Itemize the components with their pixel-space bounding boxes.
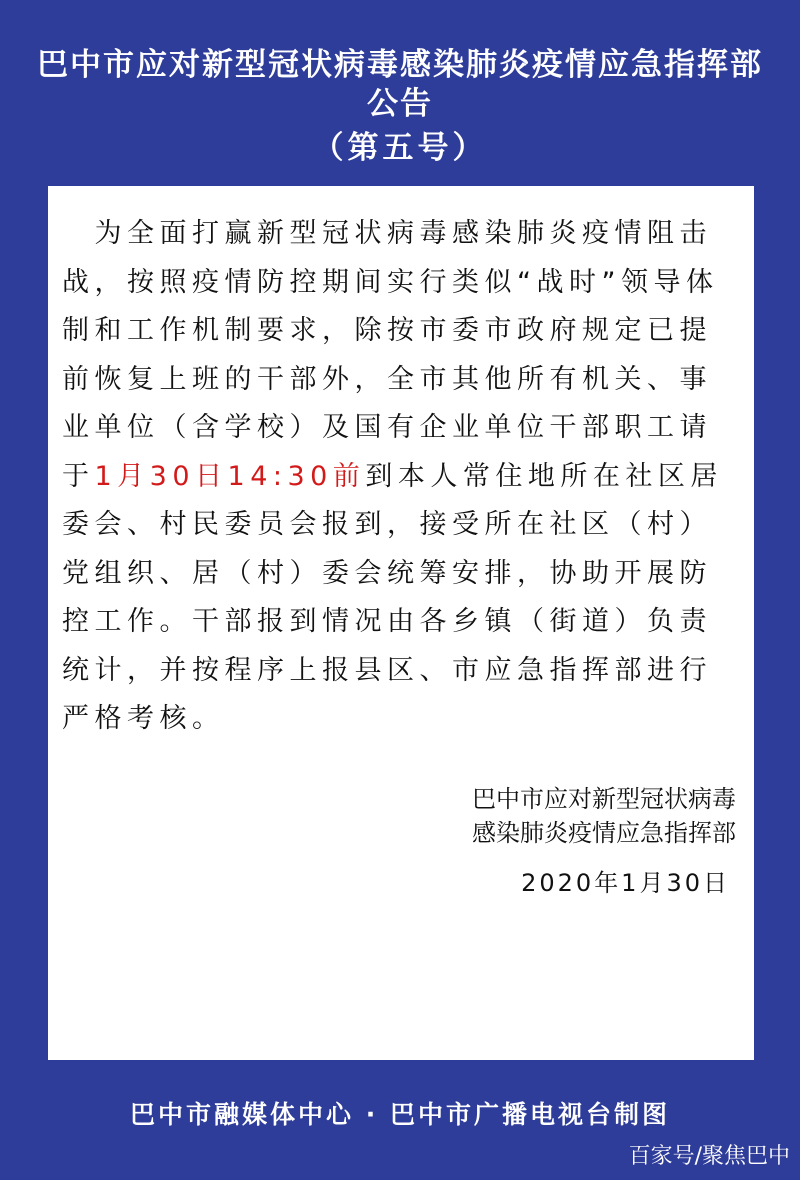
announcement-number: （第五号） [312, 130, 488, 166]
signature-line-2: 感染肺炎疫情应急指挥部 [472, 819, 736, 847]
announcement-header [0, 0, 800, 185]
source-watermark: 百家号/聚焦巴中 [628, 1144, 790, 1169]
notice-body [62, 210, 742, 744]
announcement-label: 公告 [367, 86, 433, 122]
signature-line-1: 巴中市应对新型冠状病毒 [472, 785, 736, 813]
notice-date: 2020年1月30日 [521, 869, 730, 897]
notice-body-after: 到本人常住地所在社区居委会、村民委员会报到，接受所在社区（村）党组织、居（村）委会统筹安排，协助开展防控工作。干部报到情况由各乡镇（街道）负责统计，并按程序上报县区、市应急指挥部进行严格考核。 [62, 460, 723, 734]
notice-panel [48, 186, 754, 1060]
notice-body-before: 为全面打赢新型冠状病毒感染肺炎疫情阻击战，按照疫情防控期间实行类似“战时”领导体制和工作机制要求，除按市委市政府规定已提前恢复上班的干部外，全市其他所有机关、事业单位（含学校）及国有企业单位干部职工请于 [62, 218, 719, 492]
footer-credit: 巴中市融媒体中心 · 巴中市广播电视台制图 [130, 1100, 670, 1129]
report-deadline: 1月30日14:30前 [94, 460, 366, 492]
headquarters-title: 巴中市应对新型冠状病毒感染肺炎疫情应急指挥部 [37, 47, 763, 83]
